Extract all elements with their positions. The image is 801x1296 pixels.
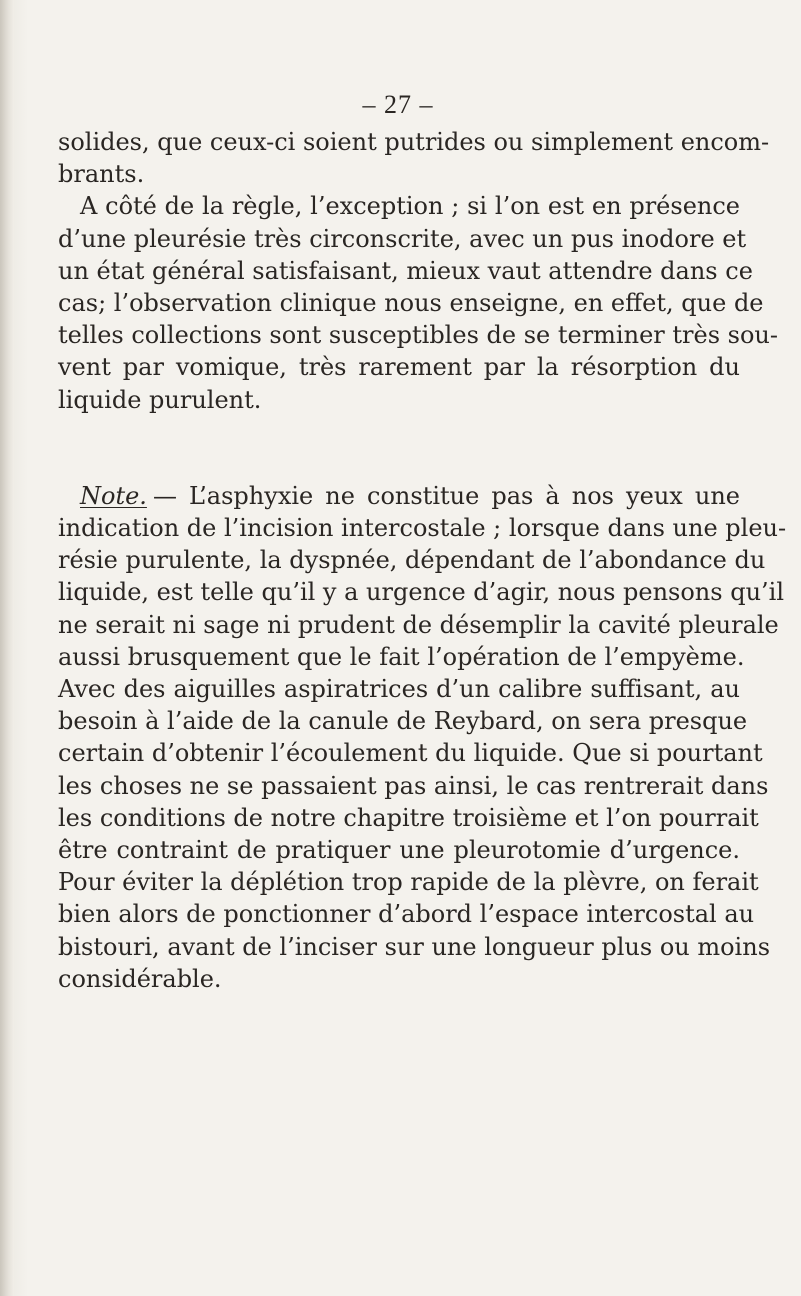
text-line: telles collections sont susceptibles de se terminer très sou- bbox=[58, 321, 778, 350]
note-label: Note. bbox=[80, 481, 147, 510]
page-binding-edge bbox=[0, 0, 14, 1296]
text-line: ne serait ni sage ni prudent de désemplir la cavité pleurale bbox=[58, 610, 779, 639]
text-line: résie purulente, la dyspnée, dépendant de l’abondance du bbox=[58, 546, 766, 575]
text-line: bien alors de ponctionner d’abord l’espace intercostal au bbox=[58, 900, 755, 929]
note-first-line bbox=[58, 480, 740, 512]
text-line: les conditions de notre chapitre troisième et l’on pourrait bbox=[58, 803, 759, 832]
text-line: les choses ne se passaient pas ainsi, le cas rentrerait dans bbox=[58, 771, 769, 800]
text-line: liquide purulent. bbox=[58, 385, 262, 414]
text-line: certain d’obtenir l’écoulement du liquide. Que si pourtant bbox=[58, 739, 763, 768]
text-line: d’une pleurésie très circonscrite, avec un pus inodore et bbox=[58, 224, 747, 253]
text-line: — L’asphyxie ne constitue pas à nos yeux une bbox=[152, 481, 740, 510]
text-line: indication de l’incision intercostale ; lorsque dans une pleu- bbox=[58, 514, 787, 543]
text-line: A côté de la règle, l’exception ; si l’on est en présence bbox=[80, 192, 740, 221]
text-line: liquide, est telle qu’il y a urgence d’agir, nous pensons qu’il bbox=[58, 578, 785, 607]
text-line: Pour éviter la déplétion trop rapide de la plèvre, on ferait bbox=[58, 868, 759, 897]
text-line: bistouri, avant de l’inciser sur une longueur plus ou moins bbox=[58, 932, 771, 961]
page-number: – 27 – bbox=[362, 90, 434, 119]
text-line: aussi brusquement que le fait l’opération de l’empyème. bbox=[58, 642, 745, 671]
text-line: être contraint de pratiquer une pleurotomie d’urgence. bbox=[58, 836, 740, 865]
page-text bbox=[58, 126, 787, 995]
text-line: cas; l’observation clinique nous enseigne, en effet, que de bbox=[58, 289, 764, 318]
text-line: vent par vomique, très rarement par la résorption du bbox=[58, 353, 740, 382]
text-line: solides, que ceux-ci soient putrides ou simplement encom- bbox=[58, 128, 770, 156]
text-line: considérable. bbox=[58, 964, 222, 993]
text-line: Avec des aiguilles aspiratrices d’un calibre suffisant, au bbox=[58, 675, 740, 704]
text-line: brants. bbox=[58, 160, 145, 189]
text-line: besoin à l’aide de la canule de Reybard, on sera presque bbox=[58, 707, 748, 736]
text-line: un état général satisfaisant, mieux vaut attendre dans ce bbox=[58, 256, 753, 285]
paragraph-gap bbox=[58, 416, 740, 480]
